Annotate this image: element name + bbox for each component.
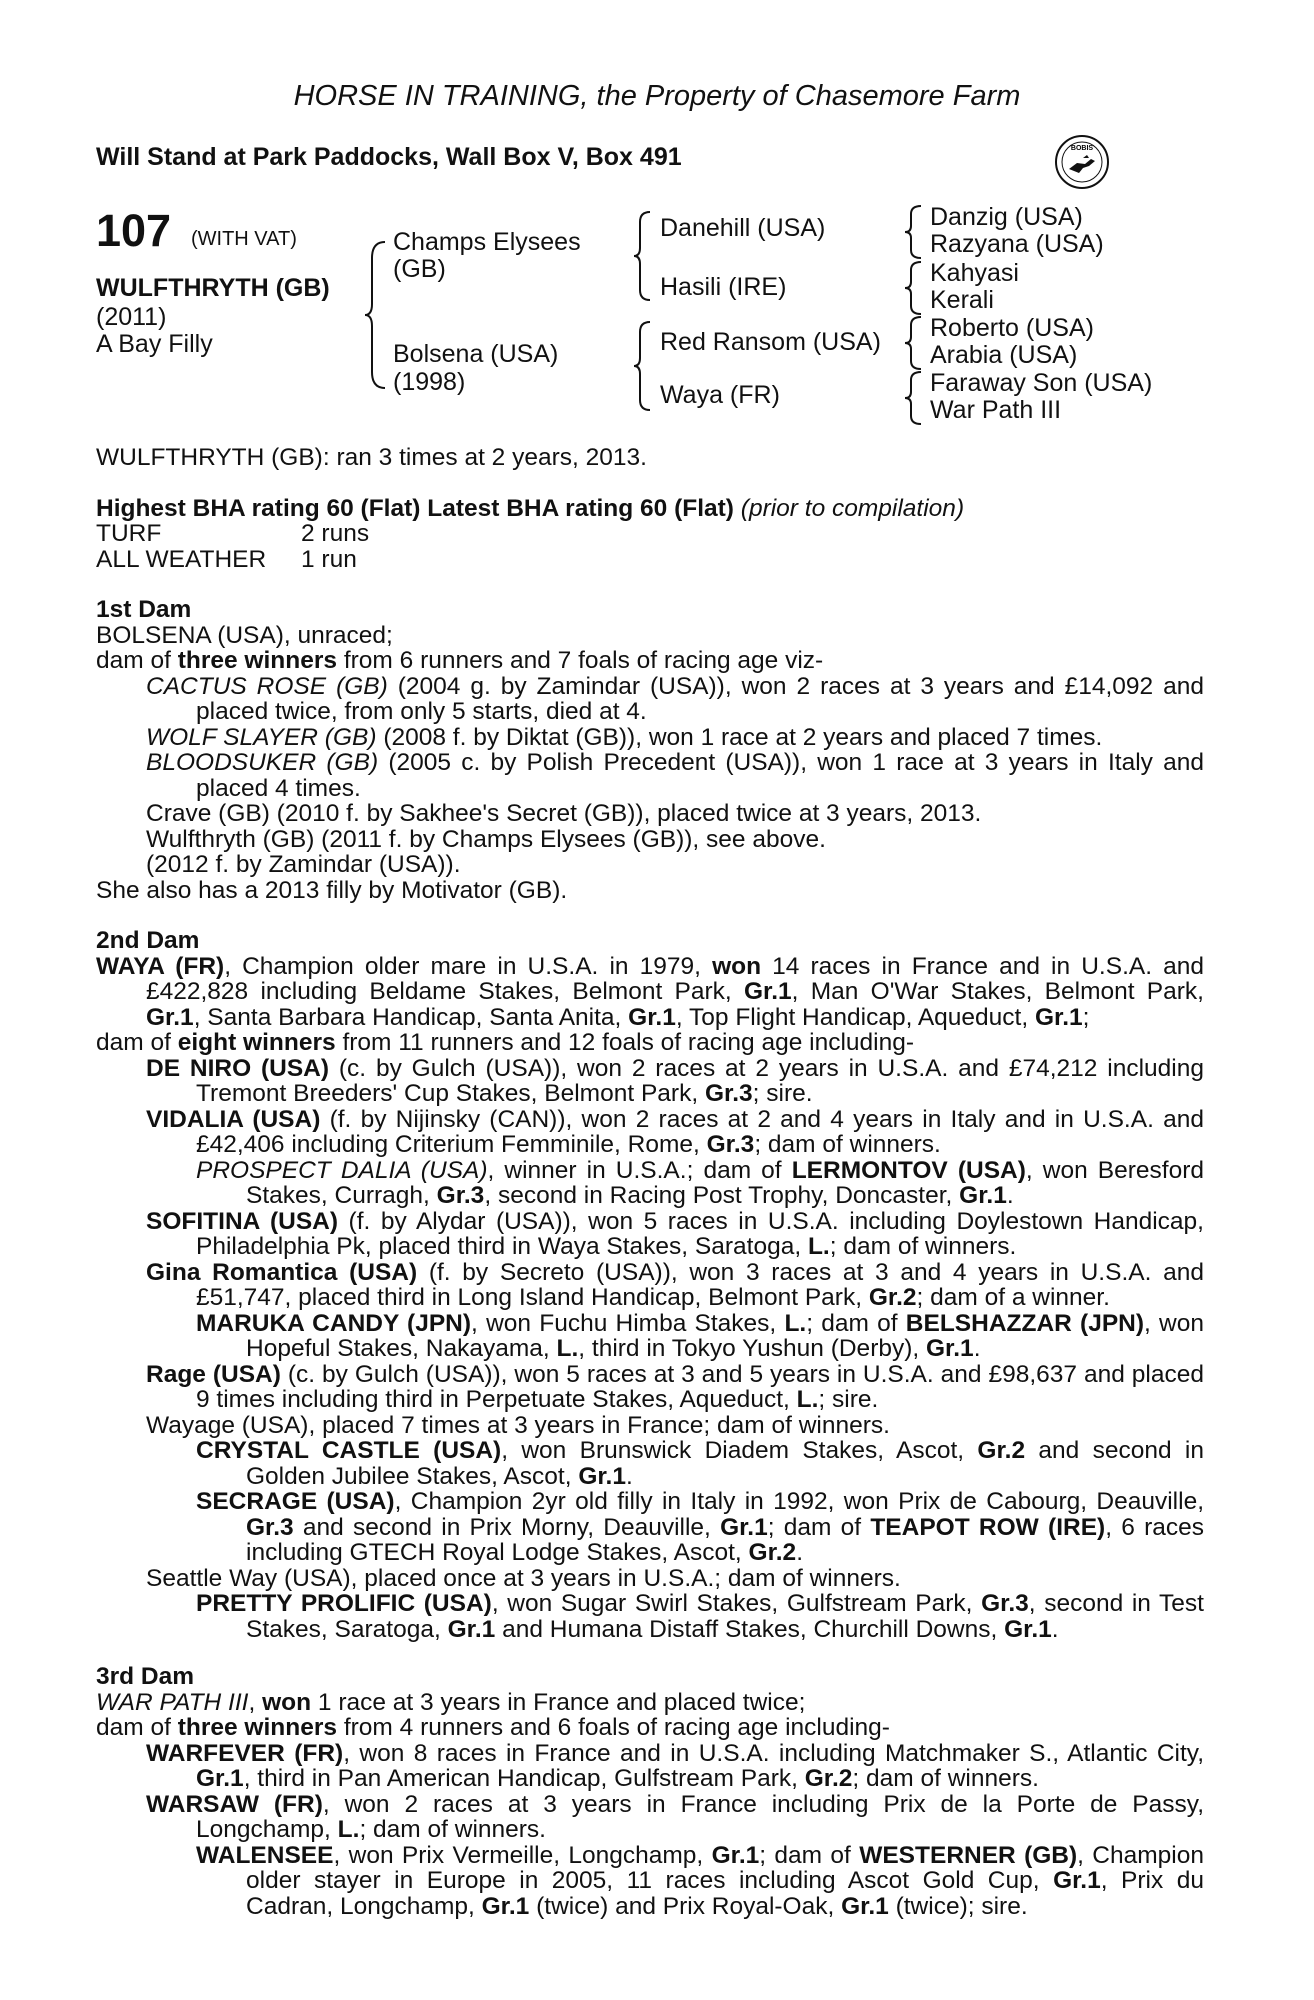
pedigree-ggs: Kahyasi: [930, 259, 1019, 287]
pedigree-gs4: Waya (FR): [660, 381, 780, 409]
pedigree-gs1: Danehill (USA): [660, 214, 826, 242]
pedigree-brace-dam: [632, 320, 654, 412]
produce-entry: Rage (USA) (c. by Gulch (USA)), won 5 races at 3 and 5 years in U.S.A. and £98,637 and placed 9 times including third in Perpetuate Stakes, Aqueduct, L.; sire.: [146, 1360, 1204, 1413]
pedigree-dam: Bolsena (USA): [393, 340, 559, 368]
all-weather-runs: ALL WEATHER 1 run: [96, 545, 357, 573]
produce-entry: WARFEVER (FR), won 8 races in France and in U.S.A. including Matchmaker S., Atlantic City, Gr.1, third in Pan American Handicap, Gulfstream Park, Gr.2; dam of winners.: [146, 1739, 1205, 1792]
pedigree-ggs: Roberto (USA): [930, 314, 1094, 342]
pedigree-dam-year: (1998): [393, 368, 466, 396]
produce-entry: Wulfthryth (GB) (2011 f. by Champs Elysees (GB)), see above.: [146, 825, 826, 853]
produce-entry: WALENSEE, won Prix Vermeille, Longchamp, Gr.1; dam of WESTERNER (GB), Champion older stayer in Europe in 2005, 11 races including Ascot Gold Cup, Gr.1, Prix du Cadran, Longchamp, Gr.1 (twice) and Prix Royal-Oak, Gr.1 (twice); sire.: [196, 1841, 1204, 1920]
pedigree-ggs: War Path III: [930, 396, 1062, 424]
pedigree-sire: Champs Elysees: [393, 228, 581, 256]
produce-entry: DE NIRO (USA) (c. by Gulch (USA)), won 2 races at 2 years in U.S.A. and £74,212 including Tremont Breeders' Cup Stakes, Belmont Park, Gr.3; sire.: [146, 1054, 1204, 1107]
pedigree-brace-g4: [903, 370, 925, 426]
bha-rating: Highest BHA rating 60 (Flat) Latest BHA rating 60 (Flat) (prior to compilation): [96, 494, 965, 522]
pedigree-gs3: Red Ransom (USA): [660, 328, 881, 356]
produce-entry: (2012 f. by Zamindar (USA)).: [146, 851, 461, 878]
produce-entry: PRETTY PROLIFIC (USA), won Sugar Swirl Stakes, Gulfstream Park, Gr.3, second in Test Stakes, Saratoga, Gr.1 and Humana Distaff Stakes, Churchill Downs, Gr.1.: [196, 1590, 1204, 1643]
produce-entry: CRYSTAL CASTLE (USA), won Brunswick Diadem Stakes, Ascot, Gr.2 and second in Golden Jubilee Stakes, Ascot, Gr.1.: [196, 1437, 1205, 1490]
produce-entry: BLOODSUKER (GB) (2005 c. by Polish Precedent (USA)), won 1 race at 3 years in Italy and placed 4 times.: [146, 749, 1204, 802]
second-dam-entry: WAYA (FR), Champion older mare in U.S.A. in 1979, won 14 races in France and in U.S.A. and £422,828 including Beldame Stakes, Belmont Park, Gr.1, Man O'War Stakes, Belmont Park, Gr.1, Santa Barbara Handicap, Santa Anita, Gr.1, Top Flight Handicap, Aqueduct, Gr.1;: [96, 952, 1205, 1031]
lot-number: 107: [96, 205, 172, 256]
pedigree-brace-g2: [903, 260, 925, 316]
race-record: WULFTHRYTH (GB): ran 3 times at 2 years, 2013.: [96, 444, 647, 471]
pedigree-ggs: Arabia (USA): [930, 341, 1078, 369]
produce-entry: Crave (GB) (2010 f. by Sakhee's Secret (GB)), placed twice at 3 years, 2013.: [146, 800, 982, 827]
produce-entry: Wayage (USA), placed 7 times at 3 years in France; dam of winners.: [146, 1411, 890, 1439]
pedigree-ggs: Kerali: [930, 286, 994, 314]
pedigree-brace-sire: [632, 210, 654, 302]
produce-entry: PROSPECT DALIA (USA), winner in U.S.A.; dam of LERMONTOV (USA), won Beresford Stakes, Curragh, Gr.3, second in Racing Post Trophy, Doncaster, Gr.1.: [196, 1156, 1205, 1209]
second-dam-produce: dam of eight winners from 11 runners and 12 foals of racing age including-: [96, 1029, 914, 1056]
first-dam-name: BOLSENA (USA), unraced;: [96, 621, 393, 649]
turf-runs: TURF 2 runs: [96, 520, 370, 547]
pedigree-brace-main: [363, 240, 389, 390]
pedigree-ggs: Razyana (USA): [930, 230, 1104, 258]
produce-entry: SOFITINA (USA) (f. by Alydar (USA)), won 5 races in U.S.A. including Doylestown Handicap, Philadelphia Pk, placed third in Waya Stakes, Saratoga, L.; dam of winners.: [146, 1207, 1204, 1260]
produce-entry: Gina Romantica (USA) (f. by Secreto (USA)), won 3 races at 3 and 4 years in U.S.A. and £51,747, placed third in Long Island Handicap, Belmont Park, Gr.2; dam of a winner.: [146, 1258, 1204, 1311]
first-dam-heading: 1st Dam: [96, 596, 192, 623]
produce-entry: MARUKA CANDY (JPN), won Fuchu Himba Stakes, L.; dam of BELSHAZZAR (JPN), won Hopeful Stakes, Nakayama, L., third in Tokyo Yushun (Derby), Gr.1.: [196, 1309, 1204, 1362]
pedigree-sire-country: (GB): [393, 255, 446, 283]
second-dam-heading: 2nd Dam: [96, 927, 200, 954]
pedigree-ggs: Danzig (USA): [930, 203, 1083, 231]
pedigree-brace-g3: [903, 315, 925, 371]
third-dam-produce: dam of three winners from 4 runners and 6 foals of racing age including-: [96, 1714, 890, 1741]
produce-entry: VIDALIA (USA) (f. by Nijinsky (CAN)), won 2 races at 2 and 4 years in Italy and in U.S.A. and £42,406 including Criterium Femminile, Rome, Gr.3; dam of winners.: [146, 1105, 1204, 1158]
bobis-logo: [1053, 133, 1111, 191]
first-dam-note: She also has a 2013 filly by Motivator (GB).: [96, 876, 568, 904]
pedigree-ggs: Faraway Son (USA): [930, 369, 1153, 397]
produce-entry: WARSAW (FR), won 2 races at 3 years in France including Prix de la Porte de Passy, Longchamp, L.; dam of winners.: [146, 1790, 1205, 1843]
lot-vat: (WITH VAT): [191, 228, 297, 250]
horse-year: (2011): [96, 303, 167, 331]
horse-name: WULFTHRYTH (GB): [96, 274, 330, 302]
horse-description: A Bay Filly: [96, 330, 213, 358]
produce-entry: WOLF SLAYER (GB) (2008 f. by Diktat (GB)), won 1 race at 2 years and placed 7 times.: [146, 723, 1103, 751]
pedigree-gs2: Hasili (IRE): [660, 273, 787, 301]
third-dam-entry: WAR PATH III, won 1 race at 3 years in France and placed twice;: [96, 1688, 806, 1716]
produce-entry: Seattle Way (USA), placed once at 3 years in U.S.A.; dam of winners.: [146, 1564, 901, 1592]
svg-text:BOBIS: BOBIS: [1070, 145, 1094, 152]
produce-entry: CACTUS ROSE (GB) (2004 g. by Zamindar (USA)), won 2 races at 3 years and £14,092 and placed twice, from only 5 starts, died at 4.: [146, 672, 1204, 725]
catalogue-body: [96, 445, 1204, 1919]
third-dam-heading: 3rd Dam: [96, 1663, 195, 1690]
pedigree-brace-g1: [903, 204, 925, 260]
first-dam-produce: dam of three winners from 6 runners and 7 foals of racing age viz-: [96, 647, 824, 674]
stand-location: Will Stand at Park Paddocks, Wall Box V, Box 491: [96, 143, 682, 171]
produce-entry: SECRAGE (USA), Champion 2yr old filly in Italy in 1992, won Prix de Cabourg, Deauville, Gr.3 and second in Prix Morny, Deauville, Gr.1; dam of TEAPOT ROW (IRE), 6 races including GTECH Royal Lodge Stakes, Ascot, Gr.2.: [196, 1488, 1204, 1566]
page-title: HORSE IN TRAINING, the Property of Chasemore Farm: [293, 80, 1021, 112]
